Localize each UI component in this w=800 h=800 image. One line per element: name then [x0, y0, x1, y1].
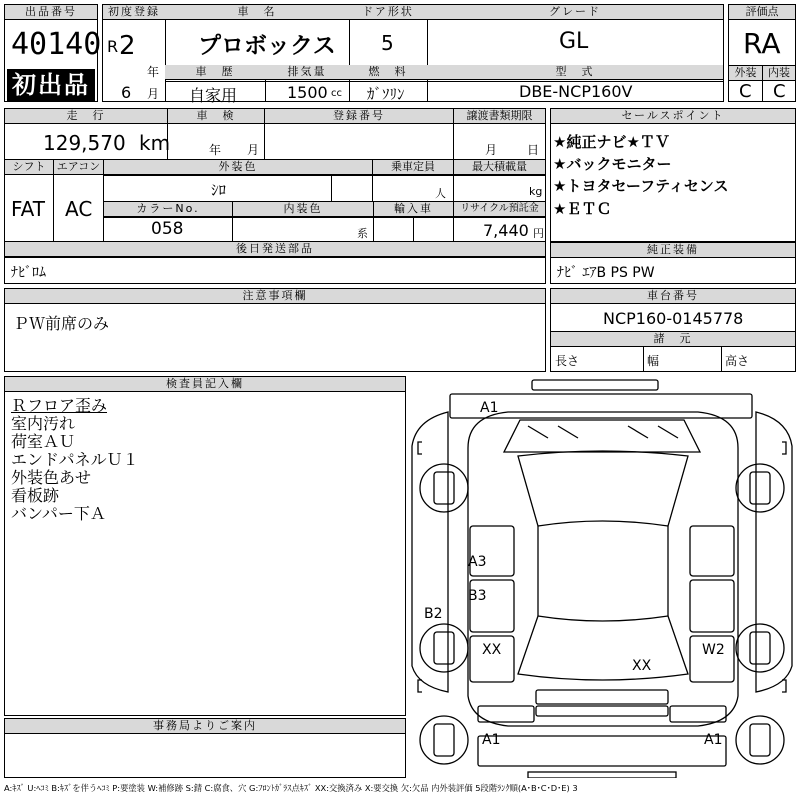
interior-value: C: [773, 81, 786, 102]
insp-month-unit: 月: [247, 143, 260, 157]
recycle-unit: 円: [533, 227, 544, 240]
info-grid: [4, 108, 546, 284]
first-reg-label: 初度登録: [103, 5, 165, 20]
ext-color-label: 外装色: [104, 160, 372, 175]
grade-value: GL: [559, 29, 589, 54]
caution-value: ＰＷ前席のみ: [13, 314, 110, 333]
inspector-note: 室内汚れ: [11, 414, 76, 433]
ac-value: AC: [65, 197, 93, 221]
dims-label: 諸 元: [551, 332, 795, 347]
chassis-value: NCP160-0145778: [603, 309, 744, 328]
year-unit: 年: [147, 65, 160, 79]
legend: A:ｷｽﾞ U:ﾍｺﾐ B:ｷｽﾞを伴うﾍｺﾐ P:要塗装 W:補修跡 S:錆 C:腐食、穴 G:ﾌﾛﾝﾄｶﾞﾗｽ点ｷｽﾞ XX:交換済み X:要交換 欠:欠品 内外装評価 5段階ﾗﾝｸ順(A･B･C･D･E) 3: [4, 783, 578, 793]
inspector-note: バンパー下Ａ: [11, 504, 106, 523]
later-parts-label: 後日発送部品: [5, 242, 545, 257]
mark-w2: W2: [702, 642, 725, 658]
sales-point: ★ＥＴＣ: [553, 200, 612, 218]
mark-a3: A3: [468, 554, 487, 570]
history-label: 車 歴: [165, 65, 265, 80]
sales-point: ★純正ナビ★ＴＶ: [553, 133, 670, 151]
mileage-unit: km: [139, 131, 171, 155]
mark-xx-center: XX: [632, 658, 652, 674]
office-box: [4, 718, 406, 778]
width-label: 幅: [647, 354, 660, 368]
mark-a1-front: A1: [480, 400, 499, 416]
first-listing-badge: 初出品: [7, 69, 95, 101]
insp-year-unit: 年: [209, 143, 222, 157]
inspector-note: エンドパネルＵ１: [11, 450, 139, 469]
inspector-notes: [11, 397, 139, 523]
length-label: 長さ: [555, 354, 580, 368]
door-value: 5: [381, 31, 394, 55]
interior-label: 内装: [763, 66, 795, 81]
recycle-value: 7,440: [483, 221, 529, 240]
equipment-box: [550, 242, 796, 284]
model-value: DBE-NCP160V: [519, 82, 633, 101]
first-reg-year: 2: [119, 31, 136, 61]
import-label: 輸入車: [374, 202, 453, 217]
score-value: RA: [743, 27, 781, 60]
inspection-label: 車 検: [168, 109, 264, 124]
inspector-note: 荷室ＡＵ: [11, 432, 76, 451]
caution-box: [4, 288, 546, 372]
month-unit: 月: [147, 87, 160, 101]
displacement-label: 排気量: [265, 65, 349, 80]
car-diagram-svg: [408, 376, 796, 778]
caution-label: 注意事項欄: [5, 289, 545, 304]
car-name-label: 車 名: [165, 5, 349, 20]
inspector-box: [4, 376, 406, 716]
fuel-value: ｶﾞｿﾘﾝ: [367, 85, 405, 103]
chassis-label: 車台番号: [551, 289, 795, 304]
transfer-label: 譲渡書類期限: [454, 109, 545, 124]
color-no-label: カラーNo.: [104, 202, 232, 217]
equipment-label: 純正装備: [551, 243, 795, 258]
chassis-box: [550, 288, 796, 372]
grade-label: グレード: [427, 5, 723, 20]
mark-a1-rear-left: A1: [482, 732, 501, 748]
mark-a1-rear-right: A1: [704, 732, 723, 748]
score-label: 評価点: [729, 5, 795, 20]
ext-color-value: ｼﾛ: [211, 181, 227, 199]
inspector-note: Ｒフロア歪み: [11, 396, 108, 415]
mileage-label: 走 行: [5, 109, 167, 124]
transfer-month-unit: 月: [485, 143, 498, 157]
inspector-label: 検査員記入欄: [5, 377, 405, 392]
mark-b2: B2: [424, 606, 443, 622]
first-reg-month: 6: [121, 83, 132, 102]
load-label: 最大積載量: [454, 160, 545, 175]
capacity-label: 乗車定員: [373, 160, 453, 175]
score-box: [728, 4, 796, 102]
recycle-label: リサイクル預託金: [454, 202, 545, 217]
mark-xx-left: XX: [482, 642, 502, 658]
era-prefix: R: [107, 37, 119, 56]
displacement-value: 1500: [287, 83, 328, 102]
lot-number: 40140: [11, 27, 102, 62]
inspector-note: 外装色あせ: [11, 468, 92, 487]
shift-value: FAT: [11, 197, 46, 221]
model-label: 型 式: [427, 65, 723, 80]
capacity-unit: 人: [435, 187, 446, 200]
door-label: ドア形状: [349, 5, 427, 20]
mark-b3: B3: [468, 588, 487, 604]
load-unit: kg: [529, 185, 543, 198]
car-diagram: [408, 376, 796, 778]
height-label: 高さ: [725, 354, 750, 368]
history-value: 自家用: [189, 86, 238, 105]
later-parts-value: ﾅﾋﾞﾛﾑ: [11, 265, 46, 281]
sales-point: ★トヨタセーフティセンス: [553, 177, 729, 195]
transfer-day-unit: 日: [527, 143, 540, 157]
office-label: 事務局よりご案内: [5, 719, 405, 734]
header-grid: [102, 4, 724, 105]
car-name: プロボックス: [198, 33, 336, 59]
inspector-note: 看板跡: [11, 486, 60, 505]
shift-label: シフト: [5, 160, 53, 175]
color-no-value: 058: [151, 219, 184, 239]
lot-box: [4, 4, 102, 102]
exterior-label: 外装: [729, 66, 762, 81]
sales-label: セールスポイント: [551, 109, 795, 124]
sales-box: [550, 108, 796, 242]
exterior-value: C: [739, 81, 752, 102]
int-color-label: 内装色: [233, 202, 373, 217]
fuel-label: 燃 料: [349, 65, 427, 80]
lot-label: 出品番号: [5, 5, 97, 20]
sales-point: ★バックモニター: [553, 155, 672, 173]
mileage-value: 129,570: [43, 131, 126, 155]
ac-label: エアコン: [54, 160, 103, 175]
int-color-unit: 系: [357, 227, 368, 240]
equipment-value: ﾅﾋﾞ ｴｱB PS PW: [557, 265, 655, 281]
reg-no-label: 登録番号: [265, 109, 453, 124]
displacement-unit: cc: [331, 88, 342, 99]
